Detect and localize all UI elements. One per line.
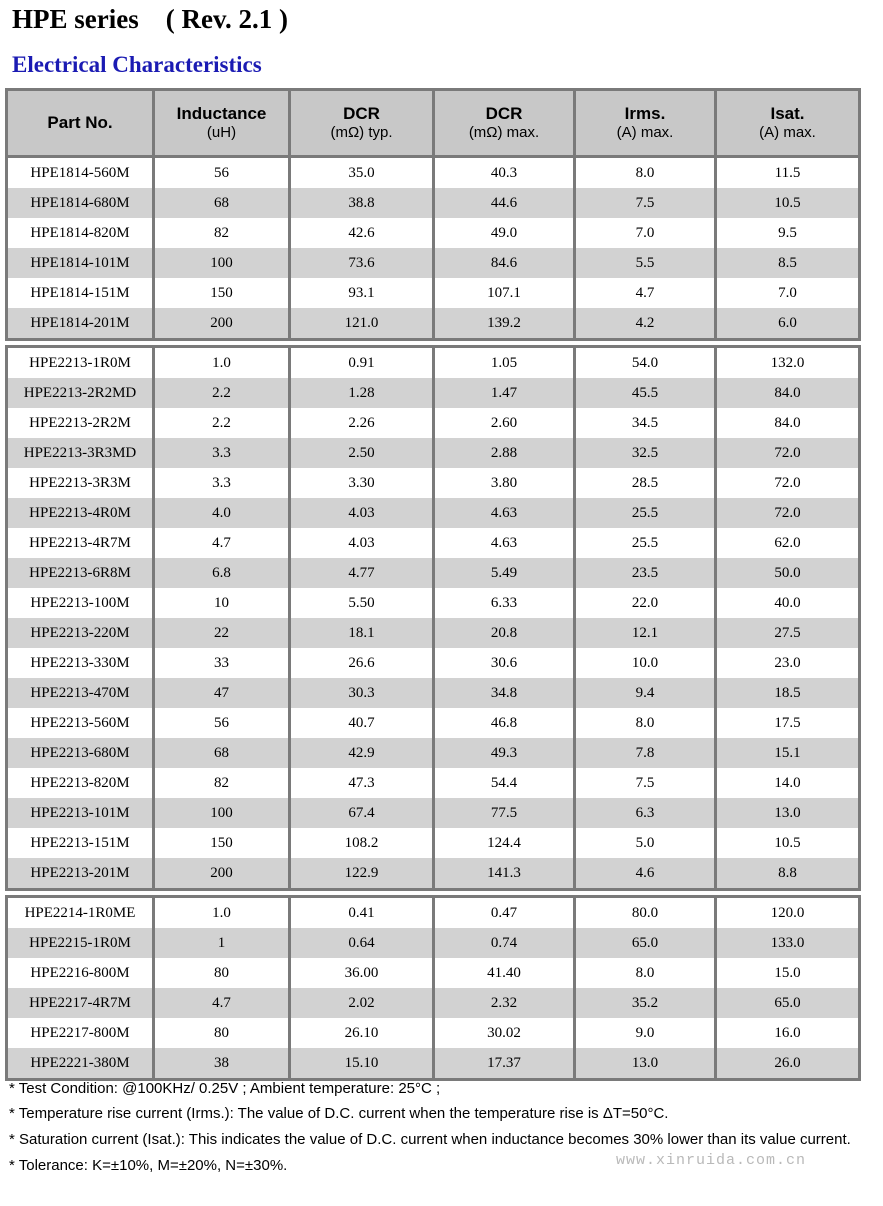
- table-row: [7, 528, 860, 558]
- header-label: DCR: [485, 104, 523, 123]
- part-no-cell: HPE2213-151M: [7, 828, 154, 858]
- inductance-cell: 80: [154, 958, 290, 988]
- inductance-cell: 82: [154, 768, 290, 798]
- inductance-cell: 68: [154, 738, 290, 768]
- irms-cell: 7.5: [575, 188, 716, 218]
- inductance-cell: 6.8: [154, 558, 290, 588]
- inductance-cell: 47: [154, 678, 290, 708]
- irms-cell: 9.0: [575, 1018, 716, 1048]
- irms-cell: 32.5: [575, 438, 716, 468]
- dcr-typ-cell: 108.2: [290, 828, 434, 858]
- irms-cell: 4.6: [575, 858, 716, 890]
- irms-cell: 35.2: [575, 988, 716, 1018]
- irms-cell: 45.5: [575, 378, 716, 408]
- dcr-max-cell: 2.88: [434, 438, 575, 468]
- part-no-cell: HPE2215-1R0M: [7, 928, 154, 958]
- part-no-cell: HPE2213-101M: [7, 798, 154, 828]
- isat-cell: 72.0: [716, 498, 860, 528]
- header-part-no: [7, 90, 154, 157]
- isat-cell: 133.0: [716, 928, 860, 958]
- table-row: [7, 498, 860, 528]
- isat-cell: 7.0: [716, 278, 860, 308]
- isat-cell: 17.5: [716, 708, 860, 738]
- dcr-typ-cell: 4.03: [290, 528, 434, 558]
- dcr-max-cell: 30.02: [434, 1018, 575, 1048]
- dcr-typ-cell: 0.41: [290, 897, 434, 929]
- part-no-cell: HPE2213-330M: [7, 648, 154, 678]
- isat-cell: 18.5: [716, 678, 860, 708]
- dcr-max-cell: 0.74: [434, 928, 575, 958]
- header-label: Irms.: [624, 104, 666, 123]
- isat-cell: 13.0: [716, 798, 860, 828]
- isat-cell: 62.0: [716, 528, 860, 558]
- dcr-typ-cell: 67.4: [290, 798, 434, 828]
- dcr-max-cell: 6.33: [434, 588, 575, 618]
- isat-cell: 6.0: [716, 308, 860, 340]
- dcr-max-cell: 4.63: [434, 528, 575, 558]
- isat-cell: 84.0: [716, 378, 860, 408]
- irms-cell: 22.0: [575, 588, 716, 618]
- table-body: [7, 157, 860, 1080]
- dcr-typ-cell: 40.7: [290, 708, 434, 738]
- dcr-max-cell: 1.05: [434, 347, 575, 379]
- dcr-max-cell: 46.8: [434, 708, 575, 738]
- table-row: [7, 738, 860, 768]
- dcr-max-cell: 4.63: [434, 498, 575, 528]
- irms-cell: 12.1: [575, 618, 716, 648]
- dcr-max-cell: 107.1: [434, 278, 575, 308]
- dcr-typ-cell: 4.77: [290, 558, 434, 588]
- dcr-typ-cell: 0.91: [290, 347, 434, 379]
- irms-cell: 28.5: [575, 468, 716, 498]
- isat-cell: 15.1: [716, 738, 860, 768]
- table-row: [7, 988, 860, 1018]
- dcr-typ-cell: 121.0: [290, 308, 434, 340]
- group-separator-cell: [7, 340, 860, 347]
- inductance-cell: 200: [154, 308, 290, 340]
- isat-cell: 26.0: [716, 1048, 860, 1080]
- isat-cell: 14.0: [716, 768, 860, 798]
- dcr-max-cell: 49.3: [434, 738, 575, 768]
- part-no-cell: HPE2213-6R8M: [7, 558, 154, 588]
- inductance-cell: 10: [154, 588, 290, 618]
- inductance-cell: 56: [154, 708, 290, 738]
- part-no-cell: HPE2213-680M: [7, 738, 154, 768]
- dcr-max-cell: 41.40: [434, 958, 575, 988]
- part-no-cell: HPE1814-680M: [7, 188, 154, 218]
- dcr-typ-cell: 93.1: [290, 278, 434, 308]
- dcr-max-cell: 77.5: [434, 798, 575, 828]
- part-no-cell: HPE1814-151M: [7, 278, 154, 308]
- group-separator: [7, 890, 860, 897]
- irms-cell: 4.7: [575, 278, 716, 308]
- irms-cell: 8.0: [575, 708, 716, 738]
- dcr-max-cell: 17.37: [434, 1048, 575, 1080]
- table-row: [7, 558, 860, 588]
- inductance-cell: 38: [154, 1048, 290, 1080]
- group-separator-cell: [7, 890, 860, 897]
- irms-cell: 4.2: [575, 308, 716, 340]
- dcr-typ-cell: 0.64: [290, 928, 434, 958]
- part-no-cell: HPE2213-820M: [7, 768, 154, 798]
- inductance-cell: 4.0: [154, 498, 290, 528]
- table-row: [7, 278, 860, 308]
- dcr-typ-cell: 42.9: [290, 738, 434, 768]
- part-no-cell: HPE2213-3R3M: [7, 468, 154, 498]
- dcr-typ-cell: 2.50: [290, 438, 434, 468]
- part-no-cell: HPE2213-470M: [7, 678, 154, 708]
- isat-cell: 9.5: [716, 218, 860, 248]
- inductance-cell: 200: [154, 858, 290, 890]
- dcr-max-cell: 0.47: [434, 897, 575, 929]
- isat-cell: 16.0: [716, 1018, 860, 1048]
- dcr-typ-cell: 30.3: [290, 678, 434, 708]
- dcr-typ-cell: 122.9: [290, 858, 434, 890]
- dcr-max-cell: 2.32: [434, 988, 575, 1018]
- table-row: [7, 768, 860, 798]
- table-row: [7, 588, 860, 618]
- inductance-cell: 82: [154, 218, 290, 248]
- table-row: [7, 248, 860, 278]
- part-no-cell: HPE2213-4R7M: [7, 528, 154, 558]
- inductance-cell: 33: [154, 648, 290, 678]
- dcr-max-cell: 20.8: [434, 618, 575, 648]
- irms-cell: 25.5: [575, 498, 716, 528]
- table-row: [7, 858, 860, 890]
- page-title: HPE series ( Rev. 2.1 ): [12, 4, 288, 34]
- part-no-cell: HPE2217-4R7M: [7, 988, 154, 1018]
- table-row: [7, 928, 860, 958]
- table-row: [7, 708, 860, 738]
- part-no-cell: HPE2213-2R2MD: [7, 378, 154, 408]
- dcr-max-cell: 141.3: [434, 858, 575, 890]
- inductance-cell: 1.0: [154, 897, 290, 929]
- header-unit: (mΩ) max.: [468, 124, 540, 141]
- dcr-typ-cell: 2.26: [290, 408, 434, 438]
- isat-cell: 15.0: [716, 958, 860, 988]
- dcr-typ-cell: 4.03: [290, 498, 434, 528]
- header-irms: [575, 90, 716, 157]
- note-isat: * Saturation current (Isat.): This indicates the value of D.C. current when inductance becomes 30% lower than its value current.: [9, 1131, 851, 1148]
- note-tolerance: * Tolerance: K=±10%, M=±20%, N=±30%.: [9, 1157, 288, 1174]
- table-row: [7, 897, 860, 929]
- irms-cell: 5.5: [575, 248, 716, 278]
- isat-cell: 27.5: [716, 618, 860, 648]
- dcr-typ-cell: 1.28: [290, 378, 434, 408]
- dcr-typ-cell: 42.6: [290, 218, 434, 248]
- dcr-typ-cell: 5.50: [290, 588, 434, 618]
- irms-cell: 8.0: [575, 157, 716, 189]
- table-row: [7, 218, 860, 248]
- inductance-cell: 150: [154, 278, 290, 308]
- isat-cell: 50.0: [716, 558, 860, 588]
- table-row: [7, 408, 860, 438]
- part-no-cell: HPE2221-380M: [7, 1048, 154, 1080]
- irms-cell: 9.4: [575, 678, 716, 708]
- header-unit: (mΩ) typ.: [330, 124, 393, 141]
- part-no-cell: HPE2213-4R0M: [7, 498, 154, 528]
- part-no-cell: HPE2213-1R0M: [7, 347, 154, 379]
- part-no-cell: HPE2214-1R0ME: [7, 897, 154, 929]
- note-irms: * Temperature rise current (Irms.): The value of D.C. current when the temperature rise is ΔT=50°C.: [9, 1105, 669, 1122]
- inductance-cell: 56: [154, 157, 290, 189]
- irms-cell: 7.0: [575, 218, 716, 248]
- irms-cell: 7.8: [575, 738, 716, 768]
- irms-cell: 7.5: [575, 768, 716, 798]
- dcr-typ-cell: 3.30: [290, 468, 434, 498]
- table-row: [7, 157, 860, 189]
- dcr-max-cell: 54.4: [434, 768, 575, 798]
- table-row: [7, 798, 860, 828]
- part-no-cell: HPE1814-201M: [7, 308, 154, 340]
- dcr-max-cell: 124.4: [434, 828, 575, 858]
- irms-cell: 5.0: [575, 828, 716, 858]
- header-unit: (A) max.: [759, 124, 816, 141]
- isat-cell: 10.5: [716, 188, 860, 218]
- isat-cell: 132.0: [716, 347, 860, 379]
- dcr-max-cell: 40.3: [434, 157, 575, 189]
- table-row: [7, 828, 860, 858]
- irms-cell: 65.0: [575, 928, 716, 958]
- part-no-cell: HPE2213-560M: [7, 708, 154, 738]
- isat-cell: 65.0: [716, 988, 860, 1018]
- table-row: [7, 958, 860, 988]
- dcr-max-cell: 2.60: [434, 408, 575, 438]
- part-no-cell: HPE1814-820M: [7, 218, 154, 248]
- dcr-typ-cell: 2.02: [290, 988, 434, 1018]
- table-row: [7, 648, 860, 678]
- isat-cell: 72.0: [716, 438, 860, 468]
- table-row: [7, 347, 860, 379]
- dcr-max-cell: 3.80: [434, 468, 575, 498]
- dcr-max-cell: 1.47: [434, 378, 575, 408]
- isat-cell: 10.5: [716, 828, 860, 858]
- inductance-cell: 4.7: [154, 988, 290, 1018]
- inductance-cell: 150: [154, 828, 290, 858]
- dcr-max-cell: 49.0: [434, 218, 575, 248]
- dcr-typ-cell: 47.3: [290, 768, 434, 798]
- table-row: [7, 308, 860, 340]
- irms-cell: 25.5: [575, 528, 716, 558]
- group-separator: [7, 340, 860, 347]
- isat-cell: 11.5: [716, 157, 860, 189]
- dcr-max-cell: 139.2: [434, 308, 575, 340]
- isat-cell: 8.5: [716, 248, 860, 278]
- dcr-max-cell: 34.8: [434, 678, 575, 708]
- inductance-cell: 80: [154, 1018, 290, 1048]
- header-label: Part No.: [47, 113, 113, 132]
- isat-cell: 72.0: [716, 468, 860, 498]
- isat-cell: 40.0: [716, 588, 860, 618]
- header-label: Isat.: [770, 104, 805, 123]
- table-row: [7, 438, 860, 468]
- irms-cell: 8.0: [575, 958, 716, 988]
- inductance-cell: 3.3: [154, 468, 290, 498]
- table-row: [7, 678, 860, 708]
- isat-cell: 8.8: [716, 858, 860, 890]
- inductance-cell: 22: [154, 618, 290, 648]
- part-no-cell: HPE2213-220M: [7, 618, 154, 648]
- part-no-cell: HPE2213-2R2M: [7, 408, 154, 438]
- isat-cell: 23.0: [716, 648, 860, 678]
- part-no-cell: HPE2216-800M: [7, 958, 154, 988]
- irms-cell: 13.0: [575, 1048, 716, 1080]
- irms-cell: 6.3: [575, 798, 716, 828]
- part-no-cell: HPE2217-800M: [7, 1018, 154, 1048]
- irms-cell: 23.5: [575, 558, 716, 588]
- header-label: DCR: [343, 104, 380, 123]
- electrical-characteristics-table: [5, 88, 861, 1081]
- part-no-cell: HPE1814-560M: [7, 157, 154, 189]
- header-inductance: [154, 90, 290, 157]
- dcr-typ-cell: 73.6: [290, 248, 434, 278]
- part-no-cell: HPE1814-101M: [7, 248, 154, 278]
- header-unit: (uH): [206, 124, 237, 141]
- part-no-cell: HPE2213-201M: [7, 858, 154, 890]
- inductance-cell: 1.0: [154, 347, 290, 379]
- table-row: [7, 378, 860, 408]
- table-row: [7, 188, 860, 218]
- inductance-cell: 3.3: [154, 438, 290, 468]
- irms-cell: 54.0: [575, 347, 716, 379]
- header-isat: [716, 90, 860, 157]
- dcr-max-cell: 30.6: [434, 648, 575, 678]
- dcr-typ-cell: 26.10: [290, 1018, 434, 1048]
- irms-cell: 10.0: [575, 648, 716, 678]
- header-label: Inductance: [176, 104, 267, 123]
- header-dcr-max: [434, 90, 575, 157]
- table-header-row: [7, 90, 860, 157]
- inductance-cell: 2.2: [154, 378, 290, 408]
- inductance-cell: 100: [154, 798, 290, 828]
- part-no-cell: HPE2213-3R3MD: [7, 438, 154, 468]
- irms-cell: 34.5: [575, 408, 716, 438]
- dcr-typ-cell: 18.1: [290, 618, 434, 648]
- dcr-max-cell: 5.49: [434, 558, 575, 588]
- header-unit: (A) max.: [616, 124, 674, 141]
- table-row: [7, 1048, 860, 1080]
- inductance-cell: 2.2: [154, 408, 290, 438]
- dcr-max-cell: 84.6: [434, 248, 575, 278]
- inductance-cell: 4.7: [154, 528, 290, 558]
- note-test-condition: * Test Condition: @100KHz/ 0.25V ; Ambient temperature: 25°C ;: [9, 1080, 441, 1097]
- watermark: www.xinruida.com.cn: [616, 1152, 807, 1169]
- inductance-cell: 68: [154, 188, 290, 218]
- header-dcr-typ: [290, 90, 434, 157]
- dcr-typ-cell: 26.6: [290, 648, 434, 678]
- dcr-typ-cell: 36.00: [290, 958, 434, 988]
- isat-cell: 120.0: [716, 897, 860, 929]
- dcr-typ-cell: 15.10: [290, 1048, 434, 1080]
- table-row: [7, 1018, 860, 1048]
- dcr-typ-cell: 38.8: [290, 188, 434, 218]
- dcr-typ-cell: 35.0: [290, 157, 434, 189]
- inductance-cell: 100: [154, 248, 290, 278]
- dcr-max-cell: 44.6: [434, 188, 575, 218]
- section-title: Electrical Characteristics: [12, 52, 262, 77]
- irms-cell: 80.0: [575, 897, 716, 929]
- table-row: [7, 468, 860, 498]
- table-row: [7, 618, 860, 648]
- part-no-cell: HPE2213-100M: [7, 588, 154, 618]
- inductance-cell: 1: [154, 928, 290, 958]
- isat-cell: 84.0: [716, 408, 860, 438]
